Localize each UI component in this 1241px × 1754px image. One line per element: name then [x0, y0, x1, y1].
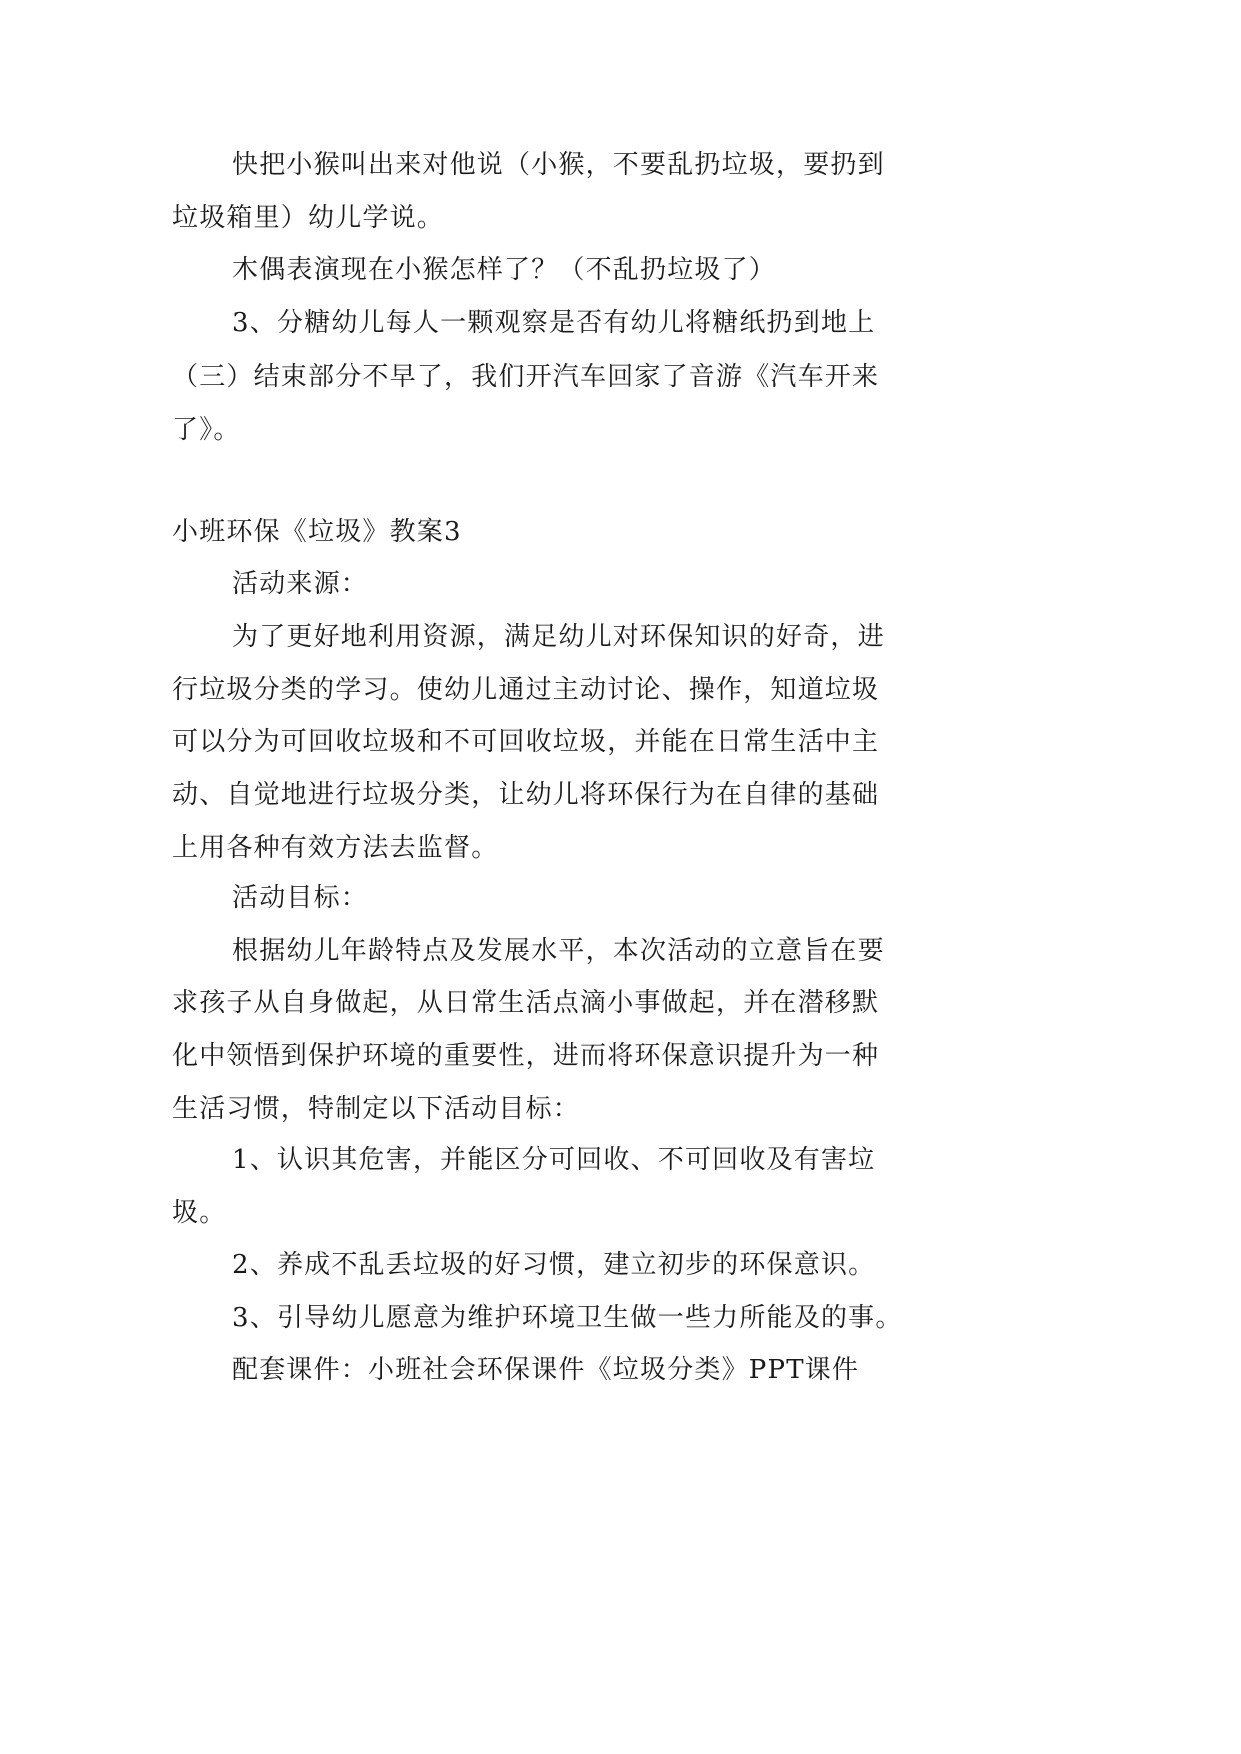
- text-line: 1、认识其危害，并能区分可回收、不可回收及有害垃: [232, 1145, 876, 1175]
- text-line: 活动目标：: [232, 883, 369, 913]
- text-line: 动、自觉地进行垃圾分类，让幼儿将环保行为在自律的基础: [172, 780, 880, 810]
- text-line: 化中领悟到保护环境的重要性，进而将环保意识提升为一种: [172, 1041, 880, 1071]
- text-line: （三）结束部分不早了，我们开汽车回家了音游《汽车开来: [172, 362, 880, 392]
- text-line: 3、分糖幼儿每人一颗观察是否有幼儿将糖纸扔到地上: [232, 308, 876, 338]
- text-line: 根据幼儿年龄特点及发展水平，本次活动的立意旨在要: [232, 936, 885, 966]
- text-line: 快把小猴叫出来对他说（小猴，不要乱扔垃圾，要扔到: [232, 150, 885, 180]
- text-line: 3、引导幼儿愿意为维护环境卫生做一些力所能及的事。: [232, 1303, 903, 1333]
- text-line: 配套课件：小班社会环保课件《垃圾分类》PPT课件: [232, 1355, 860, 1385]
- text-line: 圾。: [172, 1198, 227, 1228]
- text-line: 2、养成不乱丢垃圾的好习惯，建立初步的环保意识。: [232, 1250, 876, 1280]
- text-line: 了》。: [172, 415, 241, 445]
- text-line: 活动来源：: [232, 569, 369, 599]
- text-line: 生活习惯，特制定以下活动目标：: [172, 1094, 581, 1124]
- text-line: 可以分为可回收垃圾和不可回收垃圾，并能在日常生活中主: [172, 727, 880, 757]
- text-line: 行垃圾分类的学习。使幼儿通过主动讨论、操作，知道垃圾: [172, 675, 880, 705]
- text-line: 上用各种有效方法去监督。: [172, 833, 499, 863]
- text-line: 为了更好地利用资源，满足幼儿对环保知识的好奇，进: [232, 622, 885, 652]
- text-line: 求孩子从自身做起，从日常生活点滴小事做起，并在潜移默: [172, 988, 880, 1018]
- section-heading: 小班环保《垃圾》教案3: [172, 517, 462, 547]
- text-line: 垃圾箱里）幼儿学说。: [172, 203, 445, 233]
- text-line: 木偶表演现在小猴怎样了？（不乱扔垃圾了）: [232, 255, 777, 285]
